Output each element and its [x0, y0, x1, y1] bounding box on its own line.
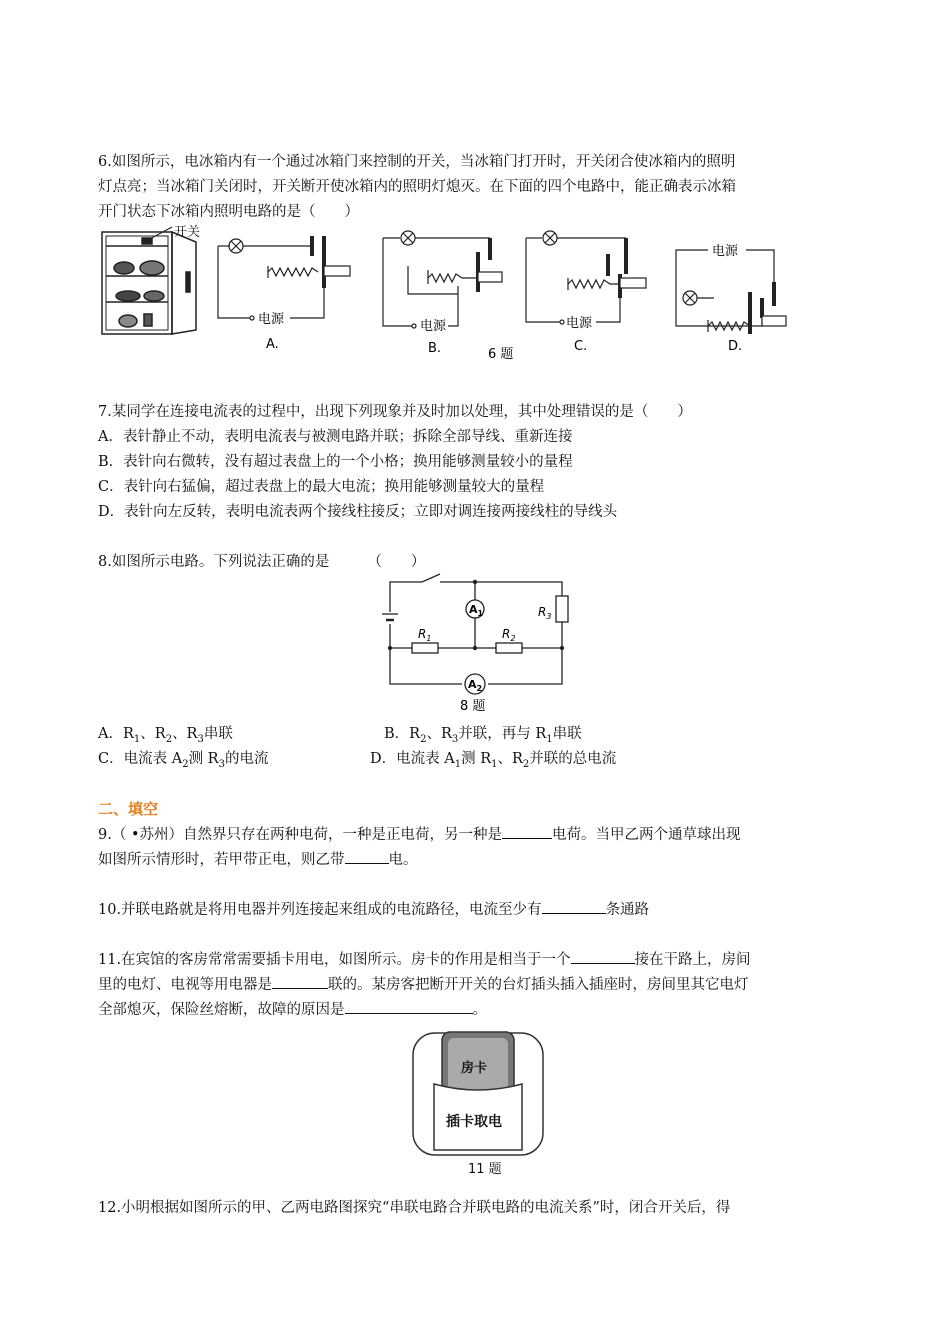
fridge-switch-label: 开关	[174, 225, 201, 240]
q8-stem-text: 8.如图所示电路。下列说法正确的是	[98, 554, 330, 570]
q6-caption: 6 题	[488, 347, 514, 362]
q10-line: 10.并联电路就是将用电器并列连接起来组成的电流路径，电流至少有 条通路	[98, 899, 649, 920]
circuit-a	[218, 236, 350, 320]
q8-ammeter-a1-label: $A_1$	[469, 603, 484, 618]
q11-line3: 全部熄灭，保险丝熔断，故障的原因是 。	[98, 999, 487, 1020]
circuit-b	[383, 231, 502, 328]
q11-caption: 11 题	[468, 1162, 502, 1177]
q8-circuit-figure	[378, 570, 578, 715]
q6-figure	[98, 222, 818, 367]
circuit-b-option-label: B.	[428, 341, 442, 356]
q10-blank[interactable]	[542, 899, 606, 914]
q11-line1: 11.在宾馆的客房常常需要插卡用电，如图所示。房卡的作用是相当于一个 接在干路上，房间	[98, 949, 751, 970]
card-slot-label: 插卡取电	[446, 1114, 502, 1130]
q8-paren: （ ）	[367, 554, 426, 570]
q11-blank-2[interactable]	[272, 974, 328, 989]
q8-option-d: D．电流表 $A_1$测 $R_1$、$R_2$并联的总电流	[370, 751, 617, 770]
q8-option-b: B．$R_2$、$R_3$并联，再与 $R_1$串联	[384, 726, 582, 745]
circuit-a-power-label: 电源	[258, 312, 285, 327]
q11-card-slot-figure	[410, 1030, 546, 1180]
q11-line2: 里的电灯、电视等用电器是 联的。某房客把断开开关的台灯插头插入插座时，房间里其它电灯	[98, 974, 749, 995]
circuit-c-power-label: 电源	[566, 316, 593, 331]
q8-stem	[98, 552, 425, 572]
circuit-c	[526, 231, 646, 324]
circuit-d-option-label: D.	[728, 339, 743, 354]
q7-option-a: A．表针静止不动，表明电流表与被测电路并联；拆除全部导线、重新连接	[98, 429, 573, 445]
q7-stem: 7.某同学在连接电流表的过程中，出现下列现象并及时加以处理，其中处理错误的是（ ）	[98, 404, 692, 420]
q6-stem-line3: 开门状态下冰箱内照明电路的是（ ）	[98, 204, 359, 220]
q12-line1: 12.小明根据如图所示的甲、乙两电路图探究“串联电路合并联电路的电流关系”时，闭合开关后，得	[98, 1200, 731, 1216]
q6-stem-line2: 灯点亮；当冰箱门关闭时，开关断开使冰箱内的照明灯熄灭。在下面的四个电路中，能正确表示冰箱	[98, 179, 736, 195]
q8-option-c: C．电流表 $A_2$测 $R_3$的电流	[98, 751, 269, 770]
circuit-b-power-label: 电源	[420, 319, 447, 334]
q9-line1: 9.（ •苏州）自然界只存在两种电荷，一种是正电荷，另一种是 电荷。当甲乙两个通草球出现	[98, 824, 741, 845]
q9-blank-1[interactable]	[502, 824, 552, 839]
q9-blank-2[interactable]	[345, 849, 389, 864]
q7-option-d: D．表针向左反转，表明电流表两个接线柱接反；立即对调连接两接线柱的导线头	[98, 504, 618, 520]
circuit-a-option-label: A.	[266, 337, 279, 352]
q7-option-b: B．表针向右微转，没有超过表盘上的一个小格；换用能够测量较小的量程	[98, 454, 573, 470]
q8-caption: 8 题	[460, 699, 486, 714]
q9-line2: 如图所示情形时，若甲带正电，则乙带 电。	[98, 849, 418, 870]
circuit-c-option-label: C.	[574, 339, 588, 354]
q6-stem-line1: 6.如图所示，电冰箱内有一个通过冰箱门来控制的开关，当冰箱门打开时，开关闭合使冰箱内的照明	[98, 154, 736, 170]
circuit-d	[676, 250, 786, 334]
q8-ammeter-a2-label: $A_2$	[468, 678, 483, 693]
q11-blank-1[interactable]	[571, 949, 635, 964]
q7-option-c: C．表针向右猛偏，超过表盘上的最大电流；换用能够测量较大的量程	[98, 479, 545, 495]
q8-resistor-r1-label: $R_1$	[418, 627, 432, 643]
section-heading-fill-in: 二、填空	[98, 800, 159, 818]
q8-resistor-r2-label: $R_2$	[502, 627, 516, 643]
q8-resistor-r3-label: $R_3$	[538, 605, 552, 621]
q11-blank-3[interactable]	[345, 999, 473, 1014]
circuit-d-power-label: 电源	[712, 244, 739, 259]
q8-option-a: A．$R_1$、$R_2$、$R_3$串联	[98, 726, 233, 745]
room-card-label: 房卡	[461, 1061, 488, 1076]
refrigerator-illustration	[102, 227, 196, 334]
